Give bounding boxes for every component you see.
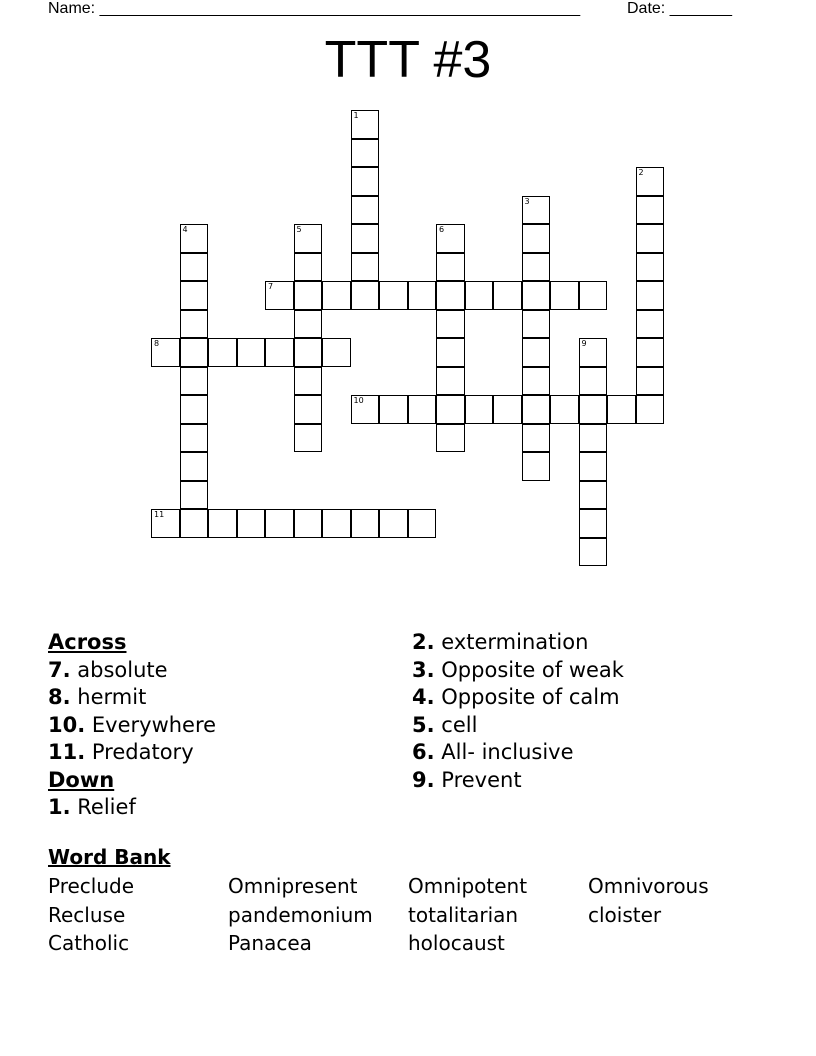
crossword-cell[interactable] [379,509,408,538]
crossword-cell[interactable] [294,509,323,538]
crossword-cell[interactable] [636,310,665,339]
crossword-cell[interactable] [636,224,665,253]
clue-number: 6. [412,740,435,764]
word-bank-word: Recluse [48,903,126,927]
word-bank-word: Panacea [228,931,312,955]
clues-left-column [48,629,216,822]
down-heading: Down [48,767,115,792]
clue-down-4 [412,684,624,712]
crossword-cell[interactable] [351,139,380,168]
cell-number: 11 [154,510,165,519]
crossword-cell[interactable] [579,367,608,396]
cell-number: 9 [581,339,587,348]
word-bank-word: holocaust [408,931,505,955]
crossword-cell[interactable] [208,509,237,538]
crossword-cell[interactable] [237,509,266,538]
crossword-cell[interactable] [550,395,579,424]
clue-text: Opposite of calm [441,685,620,709]
cell-number: 3 [524,196,530,206]
crossword-cell[interactable] [180,395,209,424]
clue-number: 4. [412,685,435,709]
crossword-cell[interactable] [180,452,209,481]
crossword-cell[interactable] [436,338,465,367]
clue-text: Predatory [91,740,194,764]
word-bank-word: totalitarian [408,903,519,927]
clue-number: 1. [48,795,71,819]
crossword-cell[interactable] [436,310,465,339]
crossword-cell[interactable] [294,224,323,253]
clue-text: Opposite of weak [441,657,624,682]
cell-number: 4 [182,225,188,234]
crossword-cell[interactable] [636,281,665,310]
crossword-cell[interactable] [351,196,380,225]
crossword-cell[interactable] [465,281,494,310]
crossword-cell[interactable] [322,281,351,310]
clue-text: Everywhere [91,712,217,737]
cell-number: 8 [154,339,160,348]
crossword-cell[interactable] [522,395,551,424]
crossword-cell[interactable] [294,281,323,310]
clue-text: absolute [77,657,168,682]
date-field-label: Date: _______ [627,0,732,17]
crossword-cell[interactable] [322,509,351,538]
word-bank-word: Omnivorous [588,874,709,898]
crossword-cell[interactable] [208,338,237,367]
crossword-cell[interactable] [408,395,437,424]
clue-across-10 [48,712,216,740]
clue-across-7 [48,657,216,685]
crossword-cell[interactable] [379,281,408,310]
crossword-cell[interactable] [436,281,465,310]
crossword-cell[interactable] [294,424,323,453]
clue-text: Relief [77,795,136,819]
word-bank-word: Preclude [48,874,135,898]
clue-number: 2. [412,630,435,654]
crossword-cell[interactable] [180,224,209,253]
crossword-cell[interactable] [579,424,608,453]
crossword-cell[interactable] [351,509,380,538]
word-bank-word: Catholic [48,931,130,955]
crossword-cell[interactable] [522,338,551,367]
clue-number: 5. [412,712,435,737]
crossword-cell[interactable] [436,395,465,424]
clue-text: hermit [77,685,147,709]
crossword-cell[interactable] [493,395,522,424]
crossword-cell[interactable] [522,196,551,225]
crossword-cell[interactable] [579,481,608,510]
clue-down-6 [412,739,624,767]
clue-number: 9. [412,767,435,792]
crossword-cell[interactable] [351,110,380,139]
crossword-grid [151,110,666,567]
cell-number: 5 [296,225,302,234]
crossword-cell[interactable] [151,509,180,538]
cell-number: 2 [638,168,644,177]
word-bank-word: Omnipotent [408,874,528,898]
crossword-cell[interactable] [294,338,323,367]
crossword-cell[interactable] [351,224,380,253]
crossword-cell[interactable] [322,338,351,367]
crossword-cell[interactable] [522,253,551,282]
crossword-cell[interactable] [607,395,636,424]
crossword-cell[interactable] [579,395,608,424]
clue-text: Prevent [441,767,522,792]
crossword-cell[interactable] [465,395,494,424]
clue-number: 10. [48,712,86,737]
crossword-cell[interactable] [379,395,408,424]
clue-number: 3. [412,657,435,682]
word-bank-word: pandemonium [228,903,373,927]
word-bank-word: cloister [588,903,662,927]
cell-number: 1 [353,111,359,120]
crossword-cell[interactable] [265,509,294,538]
page-title: TTT #3 [324,31,492,89]
crossword-cell[interactable] [636,395,665,424]
crossword-cell[interactable] [436,367,465,396]
crossword-cell[interactable] [436,224,465,253]
crossword-cell[interactable] [294,253,323,282]
clue-across-8 [48,684,216,712]
crossword-cell[interactable] [265,281,294,310]
crossword-cell[interactable] [579,509,608,538]
clue-number: 8. [48,685,71,709]
crossword-cell[interactable] [636,338,665,367]
crossword-cell[interactable] [180,338,209,367]
crossword-cell[interactable] [294,367,323,396]
clue-number: 7. [48,657,71,682]
crossword-cell[interactable] [180,424,209,453]
crossword-cell[interactable] [636,367,665,396]
crossword-cell[interactable] [180,310,209,339]
word-bank-word: Omnipresent [228,874,358,898]
clue-text: All- inclusive [441,740,574,764]
crossword-cell[interactable] [265,338,294,367]
clue-number: 11. [48,740,86,764]
crossword-cell[interactable] [493,281,522,310]
clue-down-2 [412,629,624,657]
crossword-cell[interactable] [522,424,551,453]
crossword-cell[interactable] [351,253,380,282]
clue-text: cell [441,712,478,737]
name-field-label: Name: ______________________________________________________ [48,0,581,17]
crossword-cell[interactable] [294,310,323,339]
crossword-cell[interactable] [522,452,551,481]
clue-across-11 [48,739,216,767]
cell-number: 7 [268,282,274,291]
cell-number: 10 [353,396,364,405]
crossword-cell[interactable] [151,338,180,367]
crossword-cell[interactable] [522,310,551,339]
word-bank-heading: Word Bank [48,845,171,869]
clue-down-5 [412,712,624,740]
crossword-cell[interactable] [522,367,551,396]
crossword-cell[interactable] [550,281,579,310]
crossword-cell[interactable] [579,538,608,567]
crossword-cell[interactable] [436,424,465,453]
crossword-cell[interactable] [579,281,608,310]
clues-right-column [412,629,624,794]
crossword-cell[interactable] [579,338,608,367]
cell-number: 6 [439,225,445,234]
clue-text: extermination [441,630,589,654]
crossword-cell[interactable] [180,253,209,282]
crossword-cell[interactable] [522,224,551,253]
clue-down-3 [412,657,624,685]
crossword-cell[interactable] [636,167,665,196]
crossword-cell[interactable] [636,253,665,282]
crossword-cell[interactable] [436,253,465,282]
crossword-cell[interactable] [408,281,437,310]
clue-down-1 [48,794,216,822]
crossword-cell[interactable] [180,481,209,510]
crossword-cell[interactable] [180,281,209,310]
crossword-cell[interactable] [351,395,380,424]
across-heading: Across [48,630,127,654]
crossword-cell[interactable] [294,395,323,424]
crossword-cell[interactable] [180,367,209,396]
crossword-cell[interactable] [579,452,608,481]
crossword-cell[interactable] [522,281,551,310]
crossword-cell[interactable] [180,509,209,538]
crossword-cell[interactable] [237,338,266,367]
crossword-cell[interactable] [636,196,665,225]
crossword-cell[interactable] [351,167,380,196]
crossword-cell[interactable] [351,281,380,310]
crossword-cell[interactable] [408,509,437,538]
clue-down-9 [412,767,624,795]
